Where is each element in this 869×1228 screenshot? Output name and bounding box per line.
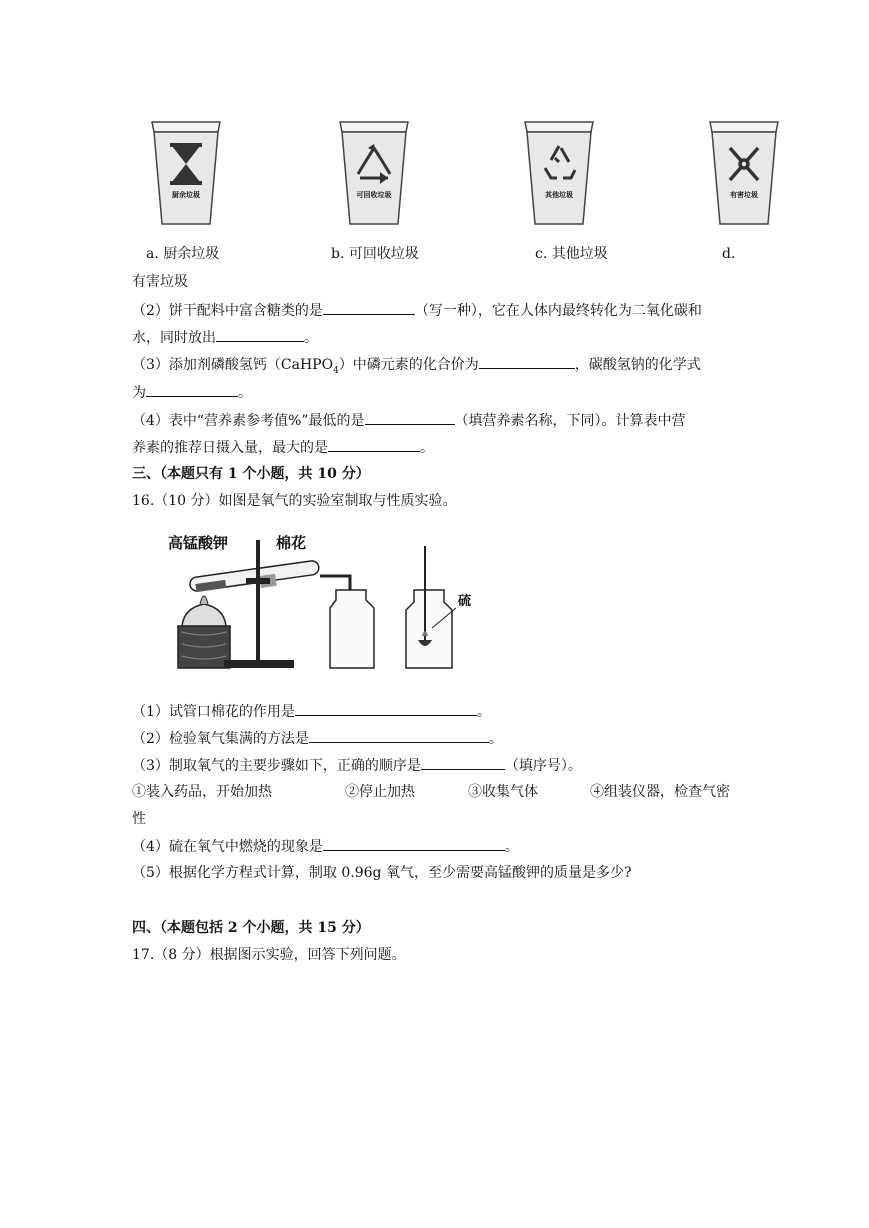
q15-part3-line2 — [132, 382, 252, 403]
section3-heading: 三、（本题只有 1 个小题，共 10 分） — [132, 466, 370, 482]
garbage-bins-figure — [0, 118, 869, 230]
bin-caption-d: d. — [722, 246, 736, 262]
q16-part5: （5）根据化学方程式计算，制取 0.96g 氧气，至少需要高锰酸钾的质量是多少? — [132, 865, 632, 881]
q16-p3-text-a: （3）制取氧气的主要步骤如下，正确的顺序是 — [132, 758, 421, 774]
q16-part2 — [132, 728, 503, 749]
q16-part3 — [132, 755, 582, 776]
bin-caption-c: c. 其他垃圾 — [535, 246, 608, 262]
q16-step1: ①装入药品，开始加热 — [132, 784, 272, 800]
q15-p4-blank1[interactable] — [365, 410, 455, 425]
bin-caption-d-wrap: 有害垃圾 — [132, 274, 188, 290]
q16-intro: 16.（10 分）如图是氧气的实验室制取与性质实验。 — [132, 493, 457, 509]
q15-p3-blank1[interactable] — [479, 354, 575, 369]
q15-p3-text-b: ）中磷元素的化合价为 — [338, 357, 479, 373]
q15-part2-line1 — [132, 300, 702, 321]
q15-p2-blank2[interactable] — [216, 327, 304, 342]
label-potassium-permanganate: 高锰酸钾 — [168, 534, 229, 552]
q15-p2-text-b: （写一种），它在人体内最终转化为二氧化碳和 — [414, 303, 702, 319]
bin-label: 可回收垃圾 — [356, 191, 392, 199]
q16-p3-text-b: （填序号）。 — [504, 758, 582, 774]
q15-p3-blank2[interactable] — [146, 382, 238, 397]
q16-p1-text-a: （1）试管口棉花的作用是 — [132, 704, 295, 720]
q16-part4 — [132, 836, 519, 857]
q15-p2-text-a: （2）饼干配料中富含糖类的是 — [132, 303, 323, 319]
q16-part1 — [132, 701, 491, 722]
q15-p3-text-c: ，碳酸氢钠的化学式 — [574, 357, 701, 373]
q15-p4-blank2[interactable] — [328, 437, 420, 452]
q16-step2: ②停止加热 — [345, 784, 415, 800]
q16-p4-blank[interactable] — [323, 836, 505, 851]
q16-p2-blank[interactable] — [309, 728, 489, 743]
q16-p2-text-a: （2）检验氧气集满的方法是 — [132, 731, 309, 747]
q16-p1-text-b: 。 — [476, 704, 491, 720]
q15-p4-text-d: 。 — [420, 440, 434, 456]
q15-part4-line2 — [132, 437, 434, 458]
q15-p3-text-a: （3）添加剂磷酸氢钙（CaHPO — [132, 357, 334, 373]
q16-p1-blank[interactable] — [295, 701, 477, 716]
q15-part2-line2 — [132, 327, 318, 348]
q16-p4-text-b: 。 — [504, 839, 519, 855]
section4-heading: 四、（本题包括 2 个小题，共 15 分） — [132, 920, 370, 936]
q15-p4-text-a: （4）表中“营养素参考值%”最低的是 — [132, 413, 365, 429]
bin-kitchen-waste — [148, 118, 224, 230]
oxygen-apparatus-figure — [160, 528, 490, 674]
bin-other-waste — [521, 118, 597, 230]
bin-caption-a: a. 厨余垃圾 — [146, 246, 220, 262]
q15-part3-line1 — [132, 354, 701, 381]
q15-p2-text-c: 水，同时放出 — [132, 330, 216, 346]
q15-p3-subscript: 4 — [333, 365, 339, 376]
bin-label: 厨余垃圾 — [172, 191, 200, 199]
q15-p3-text-e: 。 — [238, 385, 252, 401]
bin-hazardous — [706, 118, 782, 230]
q16-step4: ④组装仪器，检查气密 — [590, 784, 730, 800]
bin-label: 有害垃圾 — [730, 191, 758, 199]
q15-p2-text-d: 。 — [304, 330, 318, 346]
q16-p4-text-a: （4）硫在氧气中燃烧的现象是 — [132, 839, 323, 855]
q16-step3: ③收集气体 — [468, 784, 538, 800]
q15-p3-text-d: 为 — [132, 385, 146, 401]
label-cotton: 棉花 — [276, 534, 307, 552]
bin-label: 其他垃圾 — [545, 191, 573, 199]
q16-p2-text-b: 。 — [488, 731, 503, 747]
q15-part4-line1 — [132, 410, 686, 431]
label-sulfur: 硫 — [458, 594, 472, 609]
q17-intro: 17.（8 分）根据图示实验，回答下列问题。 — [132, 947, 406, 963]
bin-recyclable — [336, 118, 412, 230]
q15-p4-text-b: （填营养素名称，下同）。计算表中营 — [454, 413, 686, 429]
q15-p4-text-c: 养素的推荐日摄入量，最大的是 — [132, 440, 328, 456]
q15-p2-blank1[interactable] — [323, 300, 415, 315]
q16-step4-wrap: 性 — [132, 811, 146, 827]
bin-caption-b: b. 可回收垃圾 — [331, 246, 419, 262]
q16-p3-blank[interactable] — [421, 755, 505, 770]
